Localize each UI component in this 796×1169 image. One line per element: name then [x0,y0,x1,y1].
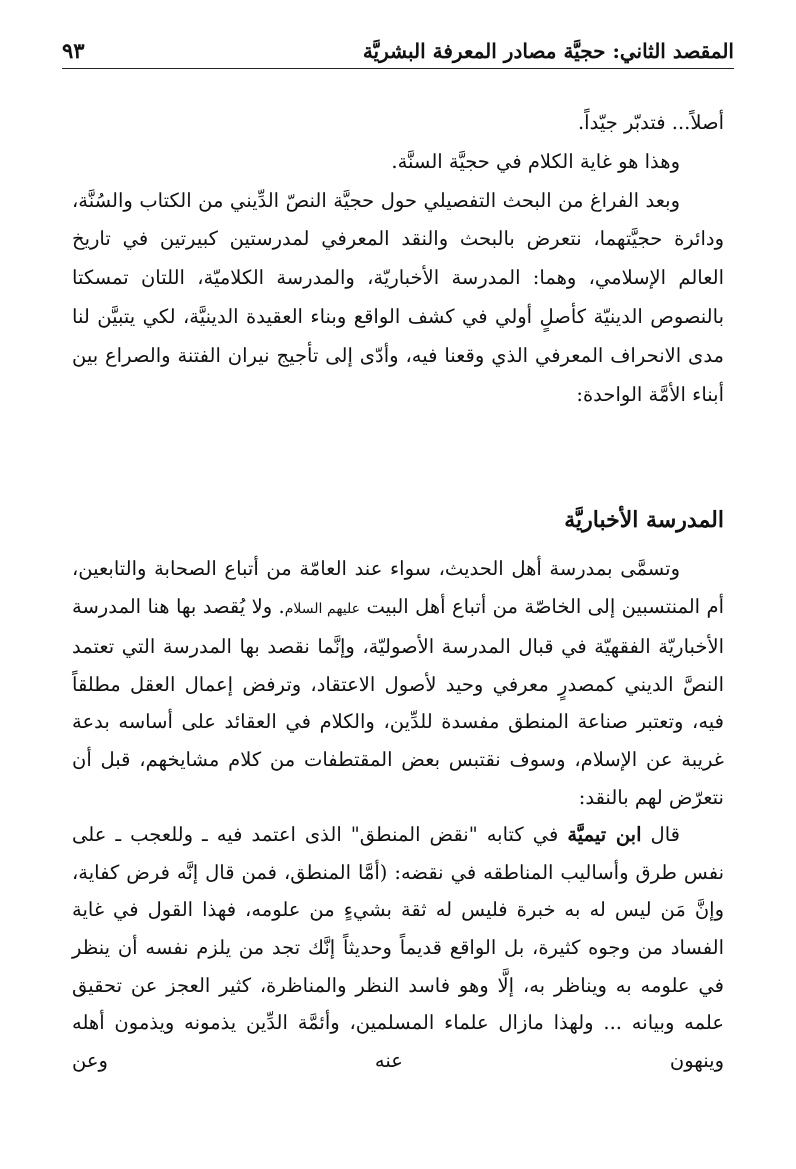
page-number: ٩٣ [62,38,85,63]
section-heading: المدرسة الأخباريَّة [564,507,724,533]
intro-paragraph-2: وهذا هو غاية الكلام في حجيَّة السنَّة. [391,149,680,173]
section-paragraph-1 [72,550,724,816]
intro-paragraph-3: وبعد الفراغ من البحث التفصيلي حول حجيَّة النصّ الدِّيني من الكتاب والسُنَّة، ودائرة حجيَّتهما، نتعرض بالبحث والنقد المعرفي لمدرستين كبيرتين في تاريخ العالم الإسلامي، وهما: المدرسة الأخباريّة، والمدرسة الكلاميّة، اللتان تمسكتا بالنصوص الدينيّة كأصلٍ أولي في كشف الواقع وبناء العقيدة الدينيَّة، لكي يتبيَّن لنا مدى الانحراف المعرفي الذي وقعنا فيه، وأدّى إلى تأجيج نيران الفتنة والصراع بين أبناء الأمَّة الواحدة: [72,188,724,406]
running-header [62,30,734,64]
intro-text [72,104,724,414]
section-text [72,550,724,1079]
quote-text: في كتابه "نقض المنطق" الذى اعتمد فيه ـ وللعجب ـ على نفس طرق وأساليب المناطقه في نقضه: (أمَّا المنطق، فمن قال إنَّه فرض كفاية، وإنَّ مَن ليس له به خبرة فليس له ثقة بشيءٍ من علومه، فهذا القول في غاية الفساد من وجوه كثيرة، بل الواقع قديماً وحديثاً إنَّك تجد من يلزم نفسه أن ينظر في علومه به ويناظر به، إلَّا وهو فاسد النظر والمناظرة، كثير العجز عن تحقيق علمه وبيانه ... ولهذا مازال علماء المسلمين، وأئمَّة الدِّين يذمونه ويذمون أهله وينهون عنه وعن [72,823,724,1072]
section-paragraph-2 [72,816,724,1079]
honorific-text: عليهم السلام [284,600,361,617]
honorific-glyph [285,601,360,617]
section-paragraph-1-end: . ولا يُقصد بها هنا المدرسة الأخباريّة الفقهيّة في قبال المدرسة الأصوليّة، وإنَّما نقصد بها المدرسة التي تعتمد النصَّ الديني كمصدرٍ معرفي وحيد لأصول الاعتقاد، وترفض إعمال العقل مطلقاً فيه، وتعتبر صناعة المنطق مفسدة للدِّين، والكلام في العقائد على أساسه بدعة غريبة عن الإسلام، وسوف نقتبس بعض المقتطفات من كلام مشايخهم، قبل أن نتعرّض لهم بالنقد: [72,594,724,809]
intro-paragraph-1: أصلاً... فتدبّر جيّداً. [577,111,724,134]
quoted-author: ابن تيميَّة [567,823,642,847]
section-paragraph-1-start: وتسمَّى بمدرسة أهل الحديث، سواء عند العامّة من أتباع الصحابة والتابعين، أم المنتسبين إلى الخاصّة من أتباع أهل البيت [72,557,724,618]
quote-intro: قال [650,823,680,847]
header-title: المقصد الثاني: حجيَّة مصادر المعرفة البشريَّة [362,39,734,63]
header-rule [62,68,734,69]
